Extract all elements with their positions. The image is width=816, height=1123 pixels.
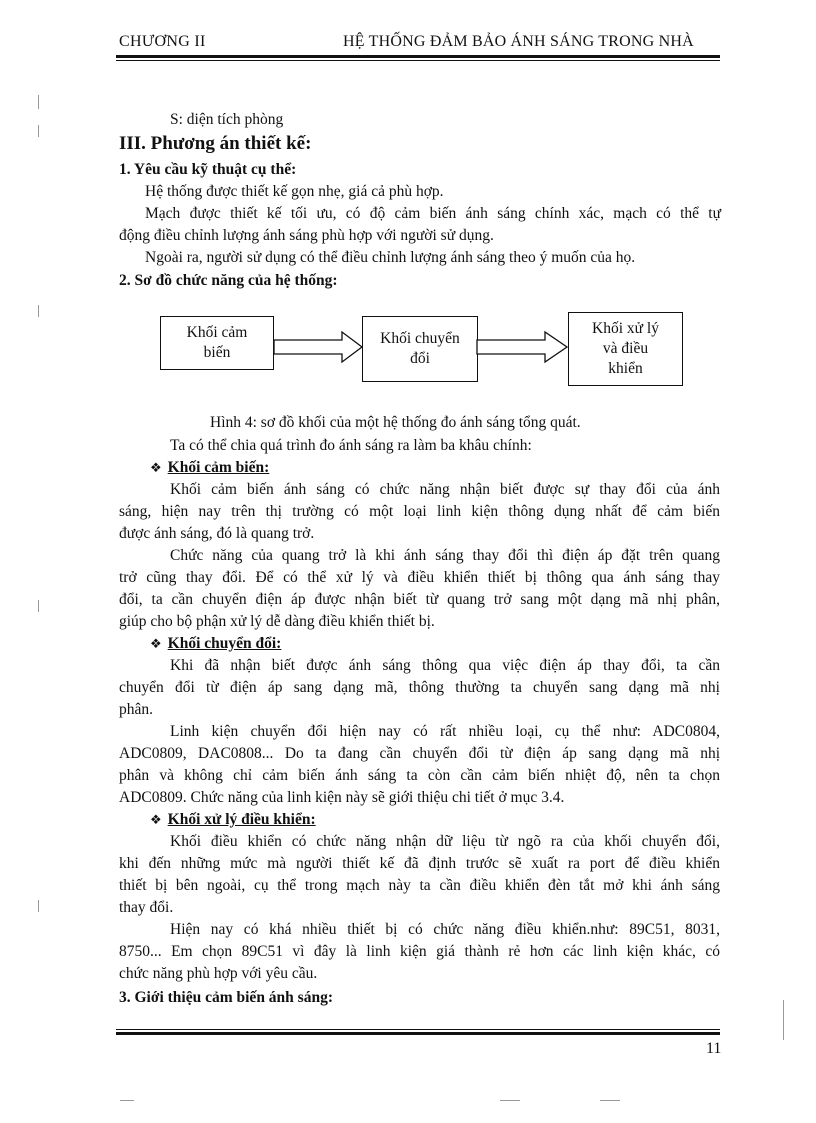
scan-margin-mark	[783, 1000, 784, 1040]
paragraph-line: Khi đã nhận biết được ánh sáng thông qua việc điện áp thay đổi, ta cần	[170, 657, 720, 674]
paragraph-line: được ánh sáng, đó là quang trở.	[119, 525, 315, 542]
subsection-heading-3: 3. Giới thiệu cảm biến ánh sáng:	[119, 989, 333, 1006]
bullet-heading-sensor	[150, 458, 269, 478]
processing-block-label: khiển	[608, 360, 643, 377]
diamond-bullet-icon: ❖	[150, 812, 162, 827]
paragraph-line: phân và không chỉ cảm biến ánh sáng ta còn cần cảm biến nhiệt độ, nên ta chọn	[119, 767, 720, 784]
figure-caption: Hình 4: sơ đồ khối của một hệ thống đo ánh sáng tổng quát.	[210, 414, 581, 431]
bullet-title: Khối xử lý điều khiển:	[167, 811, 316, 828]
paragraph-line: Ngoài ra, người sử dụng có thể điều chỉnh lượng ánh sáng theo ý muốn của họ.	[145, 249, 636, 266]
paragraph-line: chức năng phù hợp với yêu cầu.	[119, 965, 318, 982]
paragraph-line: đổi, ta cần chuyển điện áp được nhận biết từ quang trở sang một dạng mã nhị phân,	[119, 591, 720, 608]
scan-margin-mark	[38, 900, 39, 912]
paragraph-line: Mạch được thiết kế tối ưu, có độ cảm biến ánh sáng chính xác, mạch có thể tự	[145, 205, 721, 222]
processing-block-label: và điều	[602, 340, 649, 357]
diamond-bullet-icon: ❖	[150, 636, 162, 651]
paragraph-line: Khối điều khiển có chức năng nhận dữ liệu từ ngõ ra của khối chuyển đổi,	[170, 833, 720, 850]
paragraph-line: Ta có thể chia quá trình đo ánh sáng ra làm ba khâu chính:	[170, 437, 532, 454]
paragraph-line: chuyển đổi từ điện áp sang dạng mã, thông thường ta chuyển sang dạng mã nhị	[119, 679, 720, 696]
paragraph-line: Hiện nay có khá nhiều thiết bị có chức năng điều khiển.như: 89C51, 8031,	[170, 921, 720, 938]
scan-margin-mark	[600, 1100, 620, 1101]
scan-margin-mark	[38, 125, 39, 137]
footer-rule-thin	[116, 1029, 720, 1030]
paragraph-line: động điều chỉnh lượng ánh sáng phù hợp với người sử dụng.	[119, 227, 494, 244]
paragraph-line: phân.	[119, 701, 154, 718]
paragraph-line: ADC0809. Chức năng của linh kiện này sẽ giới thiệu chi tiết ở mục 3.4.	[119, 789, 565, 806]
sensor-block-label: biến	[203, 344, 231, 361]
sensor-block-label: Khối cảm	[186, 324, 248, 341]
paragraph-line: sáng, hiện nay trên thị trường có một loại linh kiện thông dụng nhất để cảm biến	[119, 503, 720, 520]
converter-block-label: đổi	[410, 350, 430, 367]
chapter-title: HỆ THỐNG ĐẢM BẢO ÁNH SÁNG TRONG NHÀ	[343, 33, 694, 50]
processing-block-label: Khối xử lý	[592, 320, 659, 337]
paragraph-line: khi đến những mức mà người thiết kế đã định trước sẽ xuất ra port để điều khiển	[119, 855, 720, 872]
paragraph-line: thay đổi.	[119, 899, 174, 916]
subsection-heading-2: 2. Sơ đồ chức năng của hệ thống:	[119, 272, 338, 289]
paragraph-line: Khối cảm biến ánh sáng có chức năng nhận biết được sự thay đổi của ánh	[170, 481, 720, 498]
paragraph-line: Chức năng của quang trở là khi ánh sáng thay đổi thì điện áp đặt trên quang	[170, 547, 720, 564]
bullet-title: Khối chuyển đổi:	[167, 635, 282, 652]
page-number: 11	[706, 1040, 722, 1057]
scan-margin-mark	[500, 1100, 520, 1101]
bullet-title: Khối cảm biến:	[167, 459, 270, 476]
footer-rule-thick	[116, 1032, 720, 1035]
arrow-converter-to-processing	[477, 332, 567, 362]
chapter-label: CHƯƠNG II	[119, 33, 206, 50]
paragraph-line: ADC0809, DAC0808... Do ta đang cần chuyển đổi từ điện áp sang dạng mã nhị	[119, 745, 720, 762]
paragraph-line: trở cũng thay đổi. Để có thể xử lý và điều khiển thiết bị thông qua ánh sáng thay	[119, 569, 720, 586]
scan-margin-mark	[120, 1100, 134, 1101]
area-definition-line: S: diện tích phòng	[170, 111, 284, 128]
paragraph-line: giúp cho bộ phận xử lý dễ dàng điều khiển thiết bị.	[119, 613, 435, 630]
bullet-heading-controller	[150, 810, 316, 830]
scan-margin-mark	[38, 305, 39, 317]
diamond-bullet-icon: ❖	[150, 460, 162, 475]
section-heading: III. Phương án thiết kế:	[119, 133, 312, 154]
converter-block-label: Khối chuyển	[380, 330, 460, 347]
paragraph-line: Linh kiện chuyển đổi hiện nay có rất nhiều loại, cụ thể như: ADC0804,	[170, 723, 720, 740]
paragraph-line: 8750... Em chọn 89C51 vì đây là linh kiện giá thành rẻ hơn các linh kiện khác, có	[119, 943, 720, 960]
arrow-sensor-to-converter	[274, 332, 362, 362]
paragraph-line: thiết bị bên ngoài, cụ thể trong mạch này ta cần điều khiển đèn tắt mở khi ánh sáng	[119, 877, 720, 894]
scan-margin-mark	[38, 95, 39, 109]
paragraph-line: Hệ thống được thiết kế gọn nhẹ, giá cả phù hợp.	[145, 183, 444, 200]
scan-margin-mark	[38, 600, 39, 612]
subsection-heading-1: 1. Yêu cầu kỹ thuật cụ thể:	[119, 161, 297, 178]
bullet-heading-converter	[150, 634, 281, 654]
